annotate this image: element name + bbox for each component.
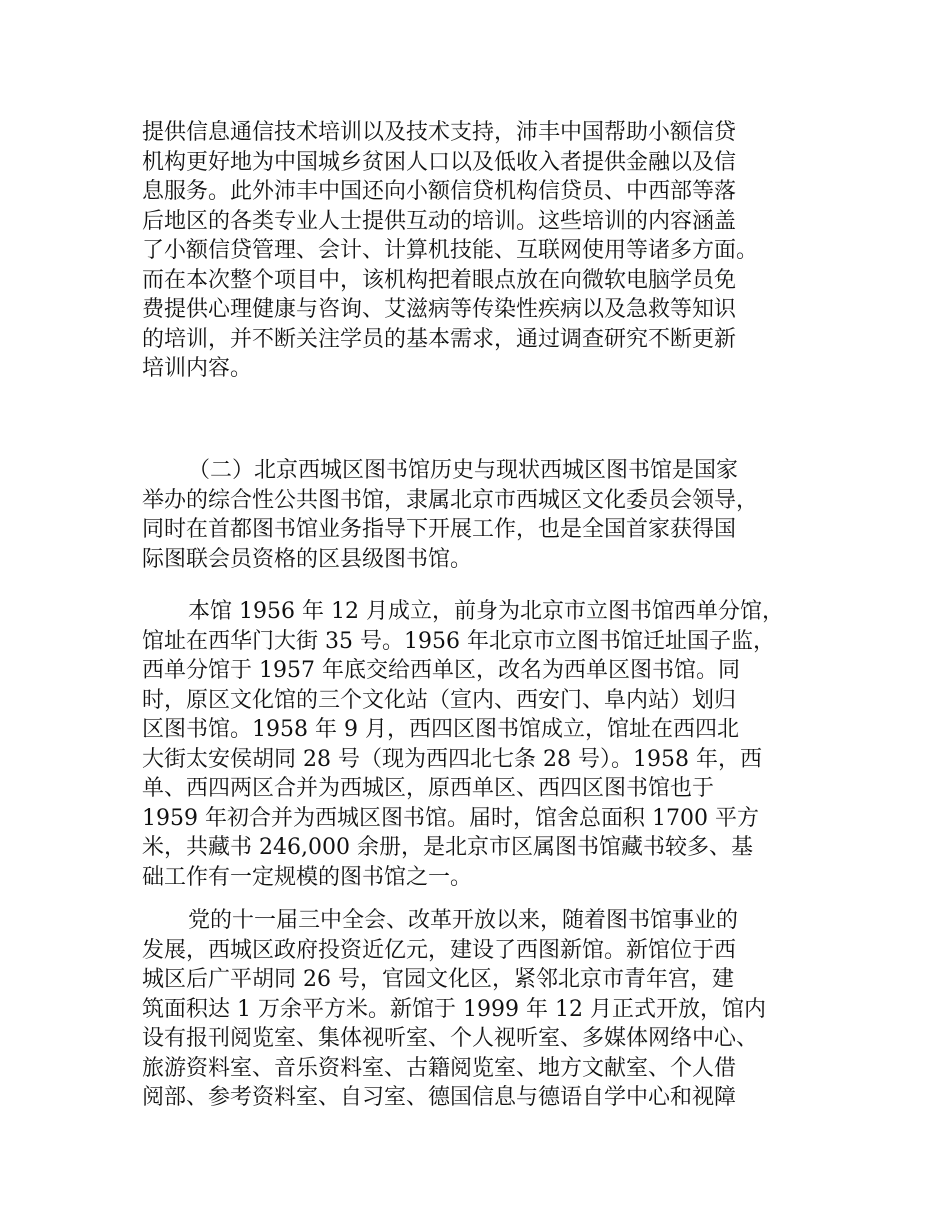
text-line: 大街太安侯胡同 28 号（现为西四北七条 28 号）。1958 年，西 xyxy=(142,746,762,772)
text-line: 党的十一届三中全会、改革开放以来，随着图书馆事业的 xyxy=(188,908,739,933)
text-line: 机构更好地为中国城乡贫困人口以及低收入者提供金融以及信 xyxy=(142,149,737,175)
text-line: 1959 年初合并为西城区图书馆。届时，馆舍总面积 1700 平方 xyxy=(142,805,759,831)
paragraph-library-history xyxy=(142,597,832,892)
text-line: 而在本次整个项目中，该机构把着眼点放在向微软电脑学员免 xyxy=(142,267,737,293)
text-line: 馆址在西华门大街 35 号。1956 年北京市立图书馆迁址国子监， xyxy=(142,628,775,654)
text-line: 旅游资料室、音乐资料室、古籍阅览室、地方文献室、个人借 xyxy=(142,1055,737,1081)
text-line: 举办的综合性公共图书馆，隶属北京市西城区文化委员会领导， xyxy=(142,487,759,513)
text-line: 设有报刊阅览室、集体视听室、个人视听室、多媒体网络中心、 xyxy=(142,1026,759,1051)
paragraph-pfchina-training xyxy=(142,118,832,384)
text-line: 了小额信贷管理、会计、计算机技能、互联网使用等诸多方面。 xyxy=(142,238,759,263)
text-line: 阅部、参考资料室、自习室、德国信息与德语自学中心和视障 xyxy=(142,1085,737,1110)
text-line: 后地区的各类专业人士提供互动的培训。这些培训的内容涵盖 xyxy=(142,208,737,234)
text-line: 提供信息通信技术培训以及技术支持，沛丰中国帮助小额信贷 xyxy=(142,120,737,145)
text-line: 筑面积达 1 万余平方米。新馆于 1999 年 12 月正式开放，馆内 xyxy=(142,996,766,1022)
text-line: 本馆 1956 年 12 月成立，前身为北京市立图书馆西单分馆， xyxy=(188,599,784,624)
text-line: 城区后广平胡同 26 号，官园文化区，紧邻北京市青年宫，建 xyxy=(142,967,734,992)
text-line: 费提供心理健康与咨询、艾滋病等传染性疾病以及急救等知识 xyxy=(142,297,737,322)
text-line: 时，原区文化馆的三个文化站（宣内、西安门、阜内站）划归 xyxy=(142,687,737,713)
paragraph-xicheng-library-intro xyxy=(142,456,832,574)
text-line: 同时在首都图书馆业务指导下开展工作，也是全国首家获得国 xyxy=(142,517,737,542)
text-line: 息服务。此外沛丰中国还向小额信贷机构信贷员、中西部等落 xyxy=(142,179,737,204)
text-line: 西单分馆于 1957 年底交给西单区，改名为西单区图书馆。同 xyxy=(142,658,740,683)
text-line: 培训内容。 xyxy=(142,356,253,381)
text-line: 区图书馆。1958 年 9 月，西四区图书馆成立，馆址在西四北 xyxy=(142,717,739,742)
paragraph-new-library xyxy=(142,906,832,1113)
text-line: 单、西四两区合并为西城区，原西单区、西四区图书馆也于 xyxy=(142,776,715,801)
text-line: （二）北京西城区图书馆历史与现状西城区图书馆是国家 xyxy=(188,458,739,483)
text-line: 发展，西城区政府投资近亿元，建设了西图新馆。新馆位于西 xyxy=(142,937,737,963)
text-line: 础工作有一定规模的图书馆之一。 xyxy=(142,864,473,890)
text-line: 米，共藏书 246,000 余册，是北京市区属图书馆藏书较多、基 xyxy=(142,835,753,860)
text-line: 际图联会员资格的区县级图书馆。 xyxy=(142,546,473,572)
text-line: 的培训，并不断关注学员的基本需求，通过调查研究不断更新 xyxy=(142,326,737,352)
